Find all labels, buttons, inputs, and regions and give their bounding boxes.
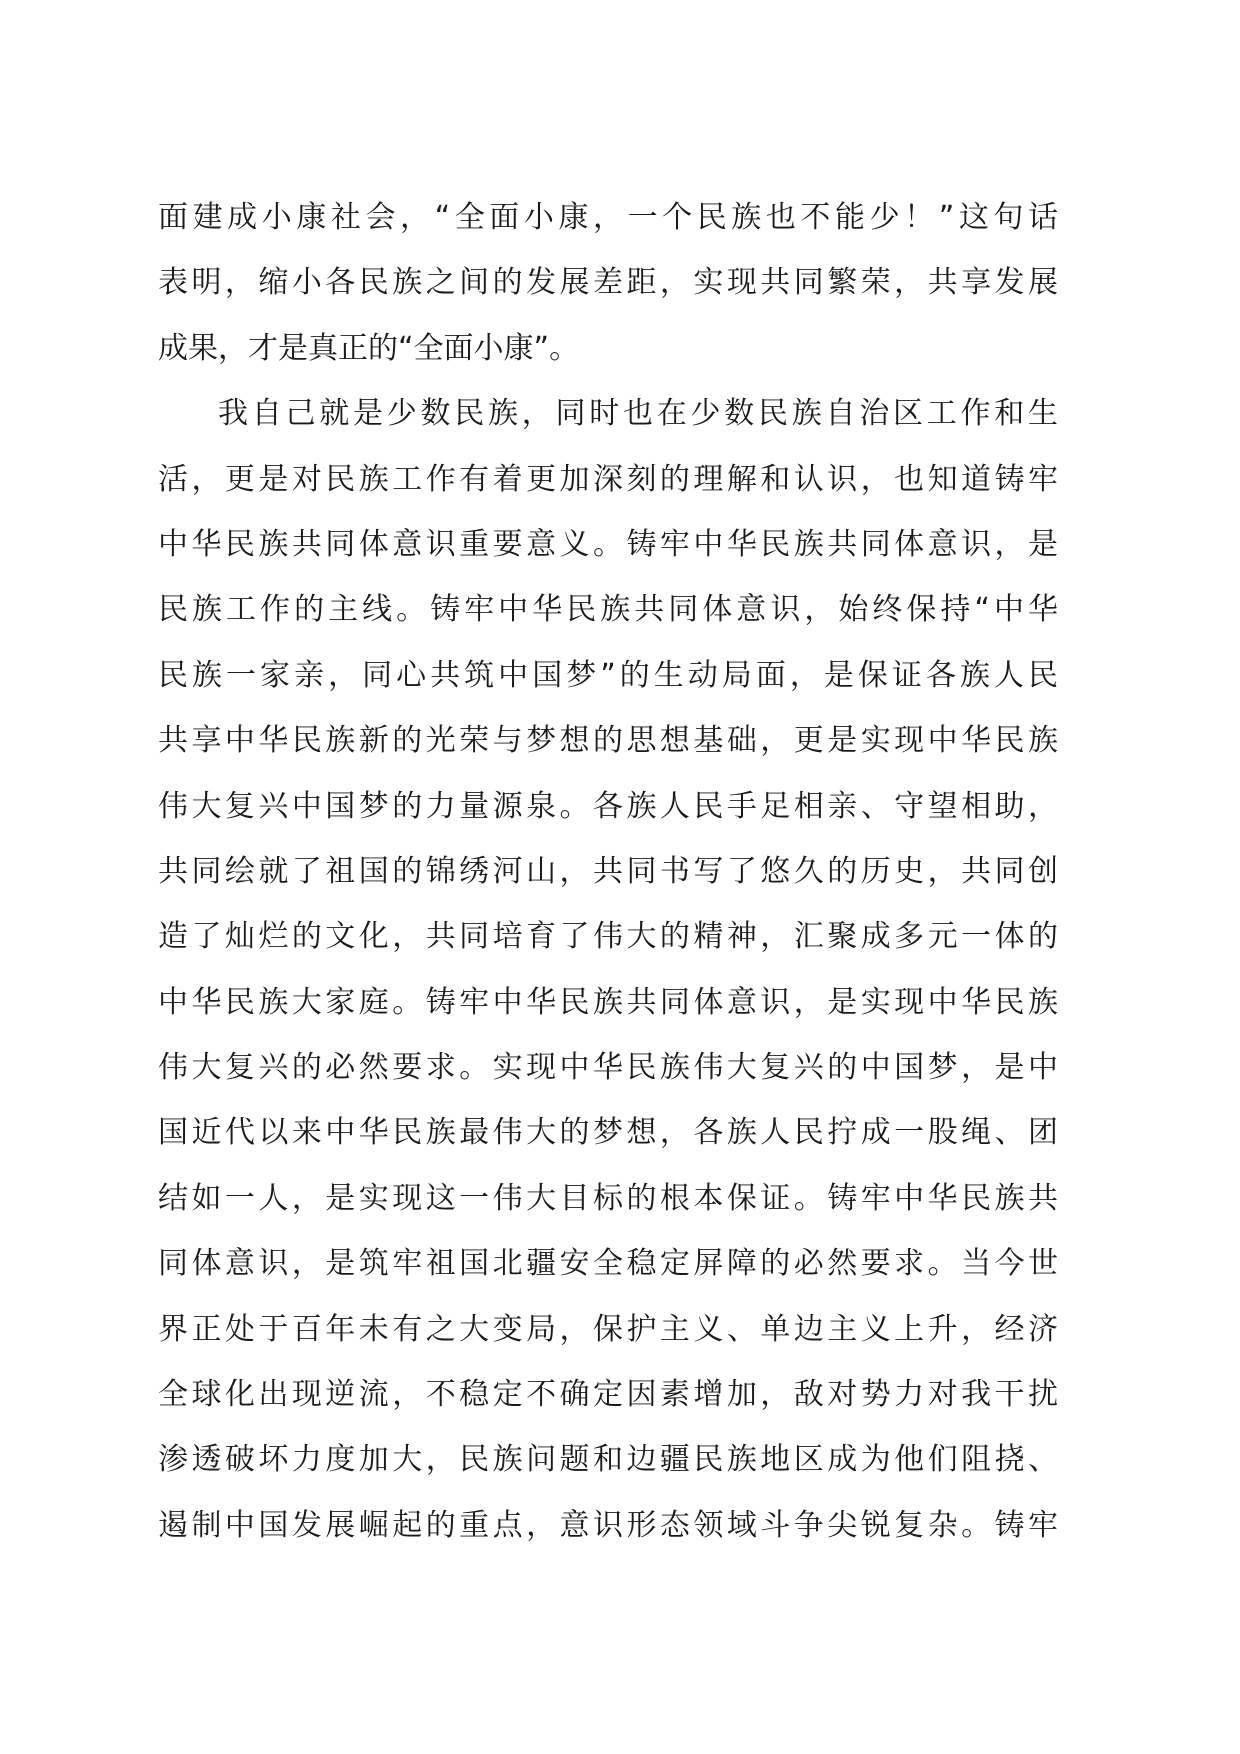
text-line: 遏制中国发展崛起的重点，意识形态领域斗争尖锐复杂。铸牢	[158, 1507, 1058, 1543]
text-line: 国近代以来中华民族最伟大的梦想，各族人民拧成一股绳、团	[158, 1115, 1058, 1151]
text-line: 伟大复兴的必然要求。实现中华民族伟大复兴的中国梦，是中	[158, 1050, 1058, 1086]
text-line: 同体意识，是筑牢祖国北疆安全稳定屏障的必然要求。当今世	[158, 1246, 1058, 1282]
body-text	[158, 185, 1058, 1558]
text-line: 中华民族共同体意识重要意义。铸牢中华民族共同体意识，是	[158, 526, 1058, 562]
text-line: 共享中华民族新的光荣与梦想的思想基础，更是实现中华民族	[158, 723, 1058, 759]
text-line: 全球化出现逆流，不稳定不确定因素增加，敌对势力对我干扰	[158, 1377, 1058, 1413]
text-line: 渗透破坏力度加大，民族问题和边疆民族地区成为他们阻挠、	[158, 1442, 1058, 1478]
text-line: 成果，才是真正的“全面小康”。	[158, 330, 580, 366]
text-line: 界正处于百年未有之大变局，保护主义、单边主义上升，经济	[158, 1311, 1058, 1347]
text-line: 活，更是对民族工作有着更加深刻的理解和认识，也知道铸牢	[158, 461, 1058, 497]
text-line: 中华民族大家庭。铸牢中华民族共同体意识，是实现中华民族	[158, 984, 1058, 1020]
text-line: 共同绘就了祖国的锦绣河山，共同书写了悠久的历史，共同创	[158, 853, 1058, 889]
text-line: 面建成小康社会，“全面小康，一个民族也不能少！”这句话	[158, 200, 1058, 235]
text-line: 民族一家亲，同心共筑中国梦”的生动局面，是保证各族人民	[158, 657, 1058, 693]
text-line: 伟大复兴中国梦的力量源泉。各族人民手足相亲、守望相助，	[158, 788, 1058, 824]
text-line: 造了灿烂的文化，共同培育了伟大的精神，汇聚成多元一体的	[158, 919, 1058, 955]
text-line: 民族工作的主线。铸牢中华民族共同体意识，始终保持“中华	[158, 592, 1058, 628]
text-line: 表明，缩小各民族之间的发展差距，实现共同繁荣，共享发展	[158, 265, 1058, 301]
paragraph-first-line: 我自己就是少数民族，同时也在少数民族自治区工作和生	[218, 396, 1058, 432]
text-line: 结如一人，是实现这一伟大目标的根本保证。铸牢中华民族共	[158, 1180, 1058, 1216]
